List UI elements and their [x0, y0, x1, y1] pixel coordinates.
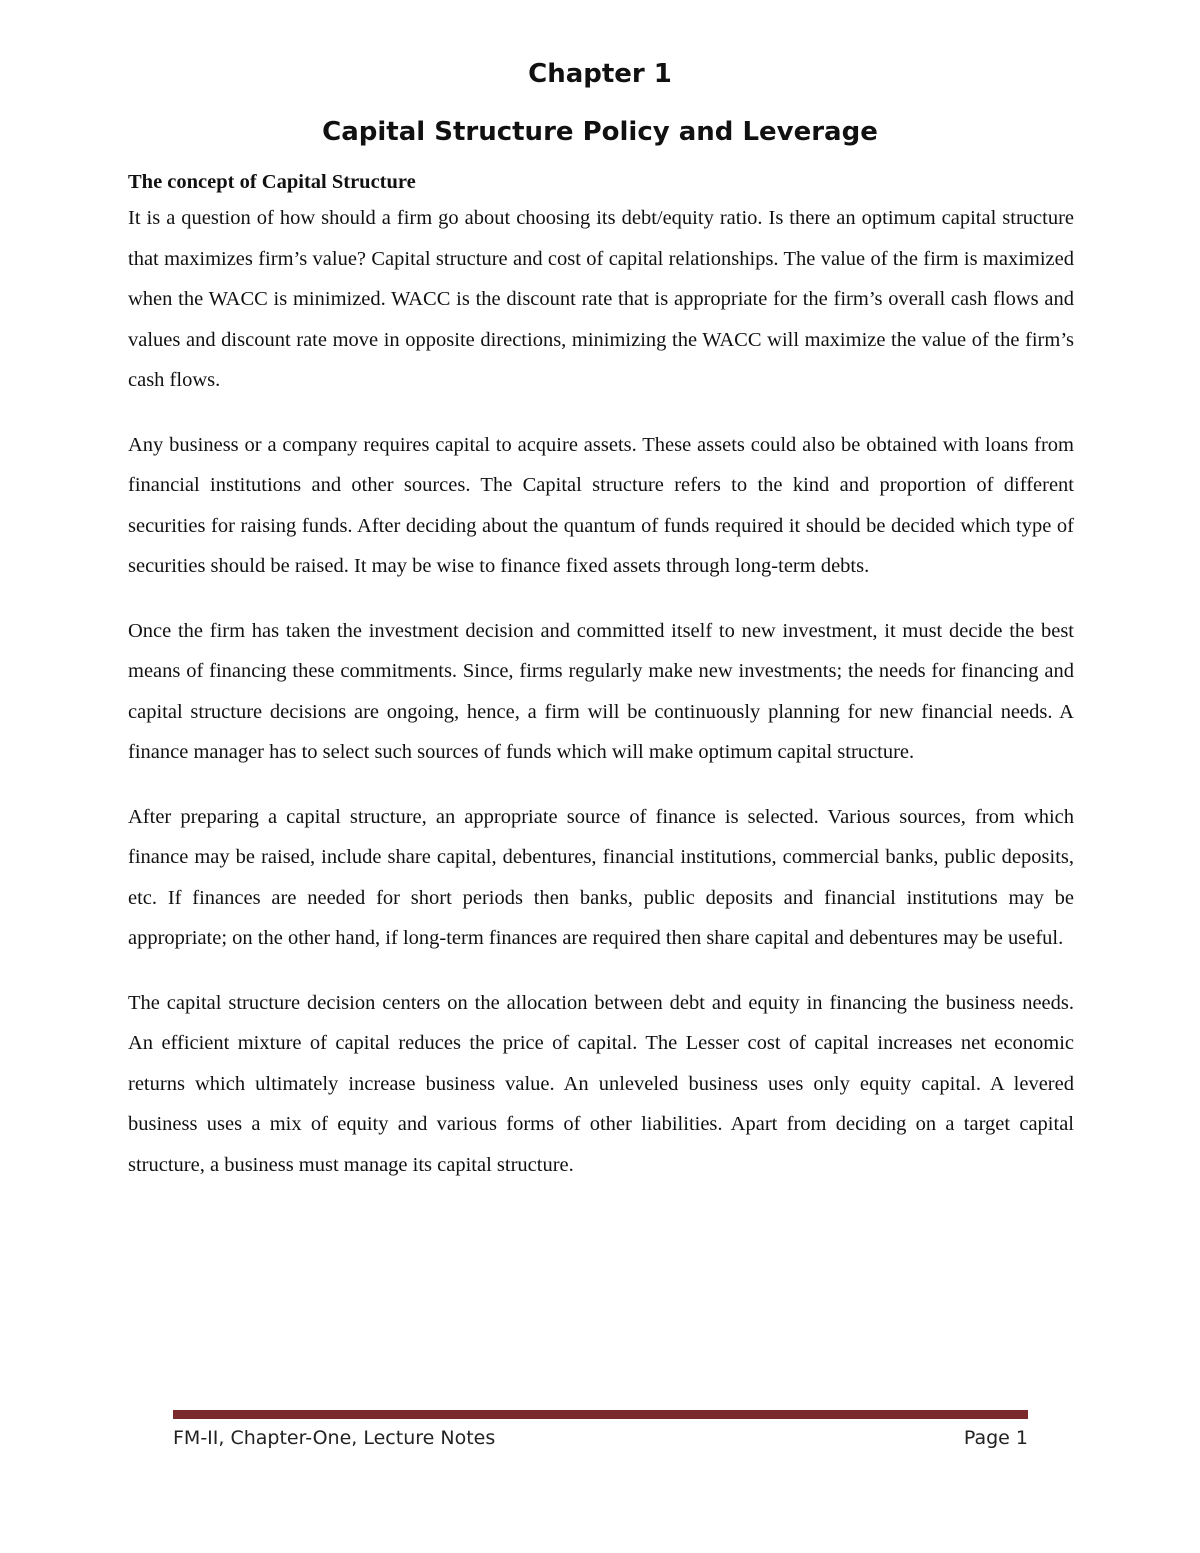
chapter-title: Chapter 1: [528, 59, 672, 89]
paragraph-4: After preparing a capital structure, an appropriate source of finance is selected. Various sources, from which finance may be raised, include share capital, debentures, financial institutions, commercial banks, public deposits, etc. If finances are needed for short periods then banks, public deposits and financial institutions may be appropriate; on the other hand, if long-term finances are required then share capital and debentures may be useful.: [128, 805, 1074, 949]
page-number: Page 1: [963, 1427, 1028, 1449]
paragraph-3: Once the firm has taken the investment decision and committed itself to new investment, it must decide the best means of financing these commitments. Since, firms regularly make new investments; the needs for financing and capital structure decisions are ongoing, hence, a firm will be continuously planning for new financial needs. A finance manager has to select such sources of funds which will make optimum capital structure.: [128, 619, 1074, 763]
paragraph-5: The capital structure decision centers on the allocation between debt and equity in financing the business needs. An efficient mixture of capital reduces the price of capital. The Lesser cost of capital increases net economic returns which ultimately increase business value. An unleveled business uses only equity capital. A levered business uses a mix of equity and various forms of other liabilities. Apart from deciding on a target capital structure, a business must manage its capital structure.: [128, 991, 1074, 1176]
footer-divider: [173, 1410, 1028, 1419]
document-body: [128, 166, 1074, 1209]
paragraph-2: Any business or a company requires capital to acquire assets. These assets could also be obtained with loans from financial institutions and other sources. The Capital structure refers to the kind and proportion of different securities for raising funds. After deciding about the quantum of funds required it should be decided which type of securities should be raised. It may be wise to finance fixed assets through long-term debts.: [128, 433, 1074, 577]
section-heading: The concept of Capital Structure: [128, 171, 416, 193]
footer-title: FM-II, Chapter-One, Lecture Notes: [173, 1427, 496, 1449]
paragraph-1: It is a question of how should a firm go about choosing its debt/equity ratio. Is there an optimum capital structure that maximizes firm’s value? Capital structure and cost of capital relationships. The value of the firm is maximized when the WACC is minimized. WACC is the discount rate that is appropriate for the firm’s overall cash flows and values and discount rate move in opposite directions, minimizing the WACC will maximize the value of the firm’s cash flows.: [128, 207, 1074, 391]
chapter-subtitle: Capital Structure Policy and Leverage: [322, 117, 878, 147]
